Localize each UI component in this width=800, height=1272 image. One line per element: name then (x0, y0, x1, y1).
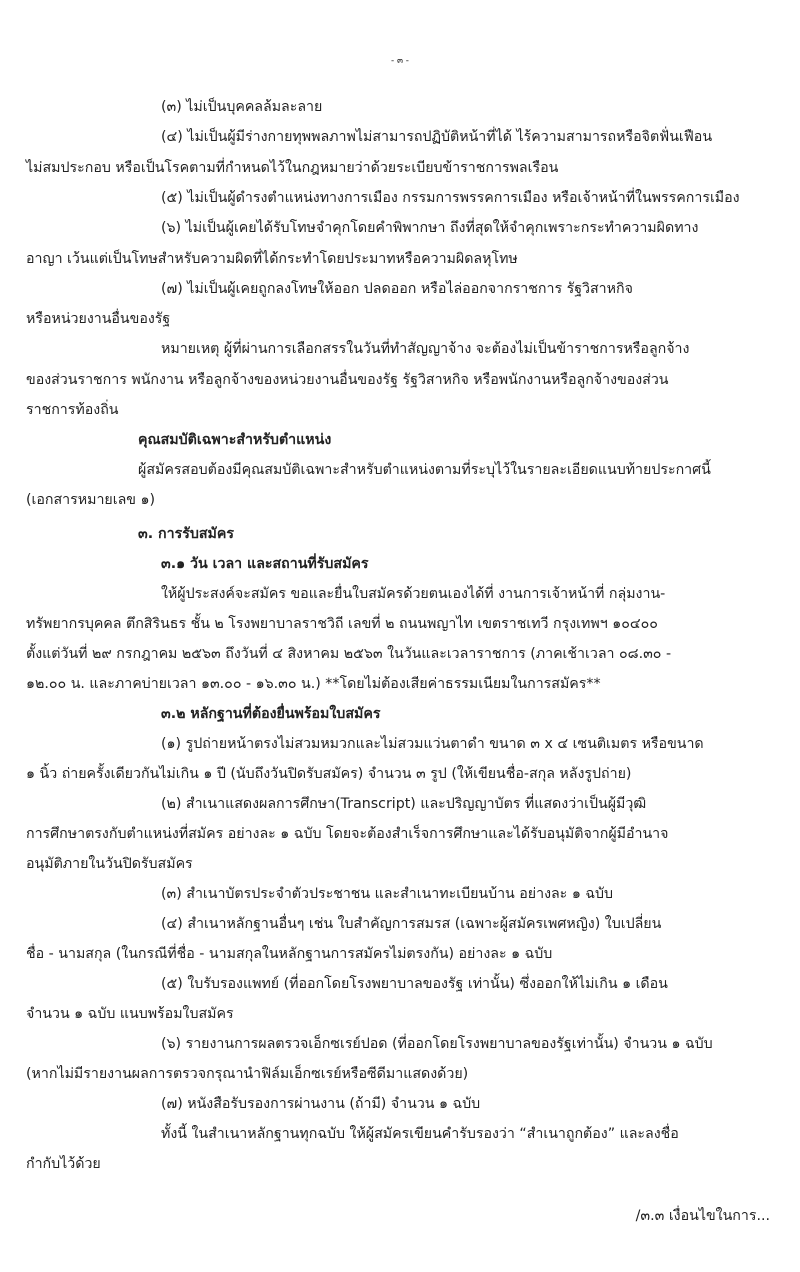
text-line: หมายเหตุ ผู้ที่ผ่านการเลือกสรรในวันที่ทำสัญญาจ้าง จะต้องไม่เป็นข้าราชการหรือลูกจ้าง (161, 341, 690, 357)
text-line: ๑๒.๐๐ น. และภาคบ่ายเวลา ๑๓.๐๐ - ๑๖.๓๐ น.) **โดยไม่ต้องเสียค่าธรรมเนียมในการสมัคร** (26, 676, 601, 692)
text-line: จำนวน ๑ ฉบับ แนบพร้อมใบสมัคร (26, 1006, 234, 1022)
text-line: ราชการท้องถิ่น (26, 402, 119, 418)
text-line: หรือหน่วยงานอื่นของรัฐ (26, 311, 171, 327)
section-heading: ๓. การรับสมัคร (138, 526, 234, 542)
text-line: (เอกสารหมายเลข ๑) (26, 492, 156, 508)
text-line: ทรัพยากรบุคคล ตึกสิรินธร ชั้น ๒ โรงพยาบาลราชวิถี เลขที่ ๒ ถนนพญาไท เขตราชเทวี กรุงเทพฯ ๑๐๔๐๐ (26, 616, 658, 632)
text-line: ๑ นิ้ว ถ่ายครั้งเดียวกันไม่เกิน ๑ ปี (นับถึงวันปิดรับสมัคร) จำนวน ๓ รูป (ให้เขียนชื่อ-สกุล หลังรูปถ่าย) (26, 766, 632, 782)
text-line: ผู้สมัครสอบต้องมีคุณสมบัติเฉพาะสำหรับตำแหน่งตามที่ระบุไว้ในรายละเอียดแนบท้ายประกาศนี้ (138, 462, 711, 478)
text-line: (๔) สำเนาหลักฐานอื่นๆ เช่น ใบสำคัญการสมรส (เฉพาะผู้สมัครเพศหญิง) ใบเปลี่ยน (161, 916, 662, 932)
text-line: อนุมัติภายในวันปิดรับสมัคร (26, 856, 193, 872)
text-line: (๒) สำเนาแสดงผลการศึกษา(Transcript) และปริญญาบัตร ที่แสดงว่าเป็นผู้มีวุฒิ (161, 796, 647, 812)
continuation-footer: /๓.๓ เงื่อนไขในการ... (635, 1208, 770, 1224)
text-line: (๓) ไม่เป็นบุคคลล้มละลาย (161, 99, 323, 115)
text-line: ทั้งนี้ ในสำเนาหลักฐานทุกฉบับ ให้ผู้สมัครเขียนคำรับรองว่า “สำเนาถูกต้อง” และลงชื่อ (161, 1126, 679, 1142)
text-line: ตั้งแต่วันที่ ๒๙ กรกฎาคม ๒๕๖๓ ถึงวันที่ ๔ สิงหาคม ๒๕๖๓ ในวันและเวลาราชการ (ภาคเช้าเวลา ๐๘.๓๐ - (26, 646, 672, 662)
text-line: ไม่สมประกอบ หรือเป็นโรคตามที่กำหนดไว้ในกฎหมายว่าด้วยระเบียบข้าราชการพลเรือน (26, 160, 559, 176)
text-line: (หากไม่มีรายงานผลการตรวจกรุณานำฟิล์มเอ็กซเรย์หรือซีดีมาแสดงด้วย) (26, 1066, 469, 1082)
text-line: (๕) ไม่เป็นผู้ดำรงตำแหน่งทางการเมือง กรรมการพรรคการเมือง หรือเจ้าหน้าที่ในพรรคการเมือง (161, 190, 740, 206)
text-line: อาญา เว้นแต่เป็นโทษสำหรับความผิดที่ได้กระทำโดยประมาทหรือความผิดลหุโทษ (26, 251, 518, 267)
text-line: (๑) รูปถ่ายหน้าตรงไม่สวมหมวกและไม่สวมแว่นตาดำ ขนาด ๓ x ๔ เซนติเมตร หรือขนาด (161, 736, 704, 752)
text-line: (๖) รายงานการผลตรวจเอ็กซเรย์ปอด (ที่ออกโดยโรงพยาบาลของรัฐเท่านั้น) จำนวน ๑ ฉบับ (161, 1036, 713, 1052)
text-line: ของส่วนราชการ พนักงาน หรือลูกจ้างของหน่วยงานอื่นของรัฐ รัฐวิสาหกิจ หรือพนักงานหรือลูกจ้างของส่วน (26, 372, 669, 388)
section-heading: คุณสมบัติเฉพาะสำหรับตำแหน่ง (138, 432, 332, 448)
text-line: ให้ผู้ประสงค์จะสมัคร ขอและยื่นใบสมัครด้วยตนเองได้ที่ งานการเจ้าหน้าที่ กลุ่มงาน- (161, 586, 666, 602)
text-line: (๓) สำเนาบัตรประจำตัวประชาชน และสำเนาทะเบียนบ้าน อย่างละ ๑ ฉบับ (161, 886, 614, 902)
text-line: กำกับไว้ด้วย (26, 1156, 101, 1172)
text-line: (๖) ไม่เป็นผู้เคยได้รับโทษจำคุกโดยคำพิพากษา ถึงที่สุดให้จำคุกเพราะกระทำความผิดทาง (161, 220, 699, 236)
text-line: ชื่อ - นามสกุล (ในกรณีที่ชื่อ - นามสกุลในหลักฐานการสมัครไม่ตรงกัน) อย่างละ ๑ ฉบับ (26, 946, 553, 962)
text-line: (๗) หนังสือรับรองการผ่านงาน (ถ้ามี) จำนวน ๑ ฉบับ (161, 1096, 481, 1112)
subsection-heading: ๓.๒ หลักฐานที่ต้องยื่นพร้อมใบสมัคร (161, 706, 381, 722)
text-line: (๗) ไม่เป็นผู้เคยถูกลงโทษให้ออก ปลดออก หรือไล่ออกจากราชการ รัฐวิสาหกิจ (161, 281, 633, 297)
page-number: - ๓ - (391, 56, 409, 66)
text-line: การศึกษาตรงกับตำแหน่งที่สมัคร อย่างละ ๑ ฉบับ โดยจะต้องสำเร็จการศึกษาและได้รับอนุมัติจากผู้มีอำนาจ (26, 826, 669, 842)
text-line: (๔) ไม่เป็นผู้มีร่างกายทุพพลภาพไม่สามารถปฏิบัติหน้าที่ได้ ไร้ความสามารถหรือจิตฟั่นเฟือน (161, 129, 713, 145)
text-line: (๕) ใบรับรองแพทย์ (ที่ออกโดยโรงพยาบาลของรัฐ เท่านั้น) ซึ่งออกให้ไม่เกิน ๑ เดือน (161, 976, 668, 992)
subsection-heading: ๓.๑ วัน เวลา และสถานที่รับสมัคร (161, 556, 369, 572)
